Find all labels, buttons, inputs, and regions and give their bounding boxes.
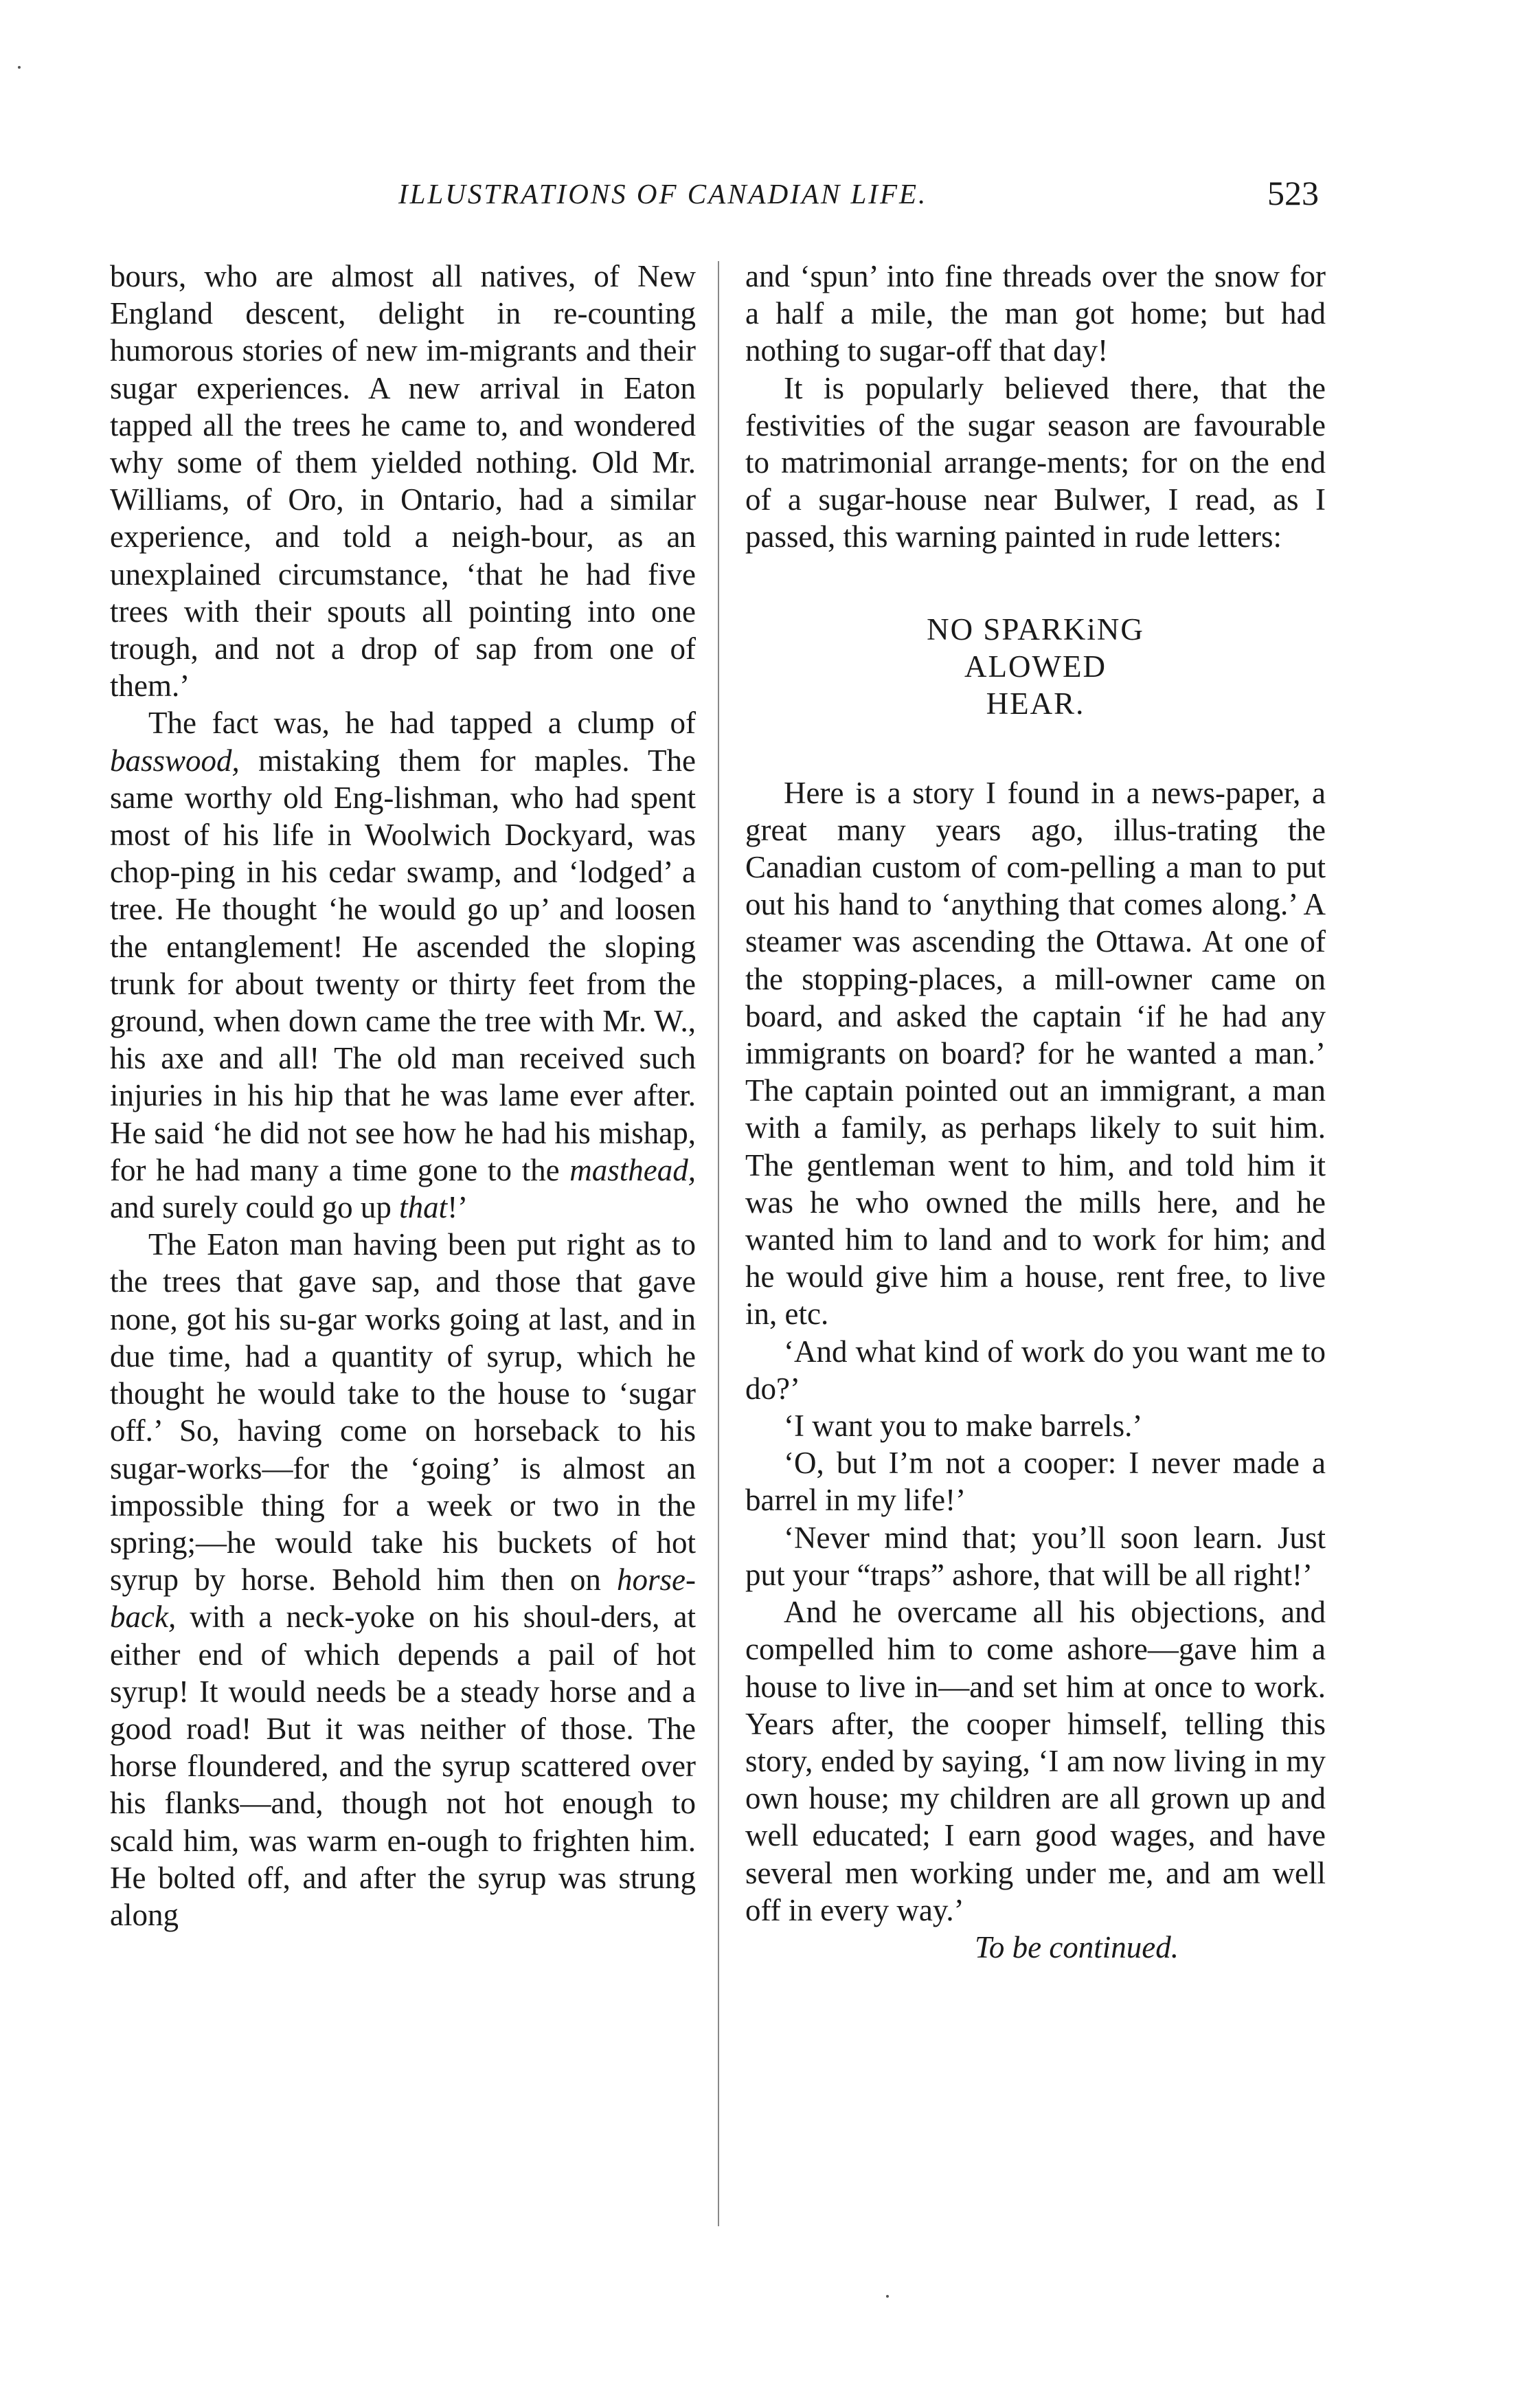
masthead-italic: masthead, xyxy=(569,1152,696,1187)
right-paragraph-4: ‘And what kind of work do you want me to do?’ xyxy=(745,1334,1326,1406)
notice-line-3: HEAR. xyxy=(986,686,1085,721)
right-paragraph-2: It is popularly believed there, that the festivities of the sugar season are favourable to matrimonial arrange-ments; for on the end of a sugar-house near Bulwer, I read, as I passed, this warning painted in rude letters: xyxy=(745,370,1326,554)
notice-line-1: NO SPARKiNG xyxy=(927,612,1144,647)
right-paragraph-3: Here is a story I found in a news-paper, a great many years ago, illus-trating the Canadian custom of com-pelling a man to put out his hand to ‘anything that comes along.’ A steamer was ascending the Ottawa. At one of the stopping-places, a mill-owner came on board, and asked the captain ‘if he had any immigrants on board? for he wanted a man.’ The captain pointed out an immigrant, a man with a family, as perhaps likely to suit him. The gentleman went to him, and told him it was he who owned the mills here, and he wanted him to land and to work for him; and he would give him a house, rent free, to live in, etc. xyxy=(745,775,1326,1332)
notice-line-2: ALOWED xyxy=(964,649,1107,684)
right-paragraph-7: ‘Never mind that; you’ll soon learn. Just put your “traps” ashore, that will be all right!’ xyxy=(745,1520,1326,1592)
running-title: ILLUSTRATIONS OF CANADIAN LIFE. xyxy=(398,178,928,210)
page-number: 523 xyxy=(1267,174,1319,212)
right-paragraph-5: ‘I want you to make barrels.’ xyxy=(784,1409,1143,1444)
to-be-continued: To be continued. xyxy=(974,1929,1179,1964)
running-header xyxy=(110,174,1319,225)
right-paragraph-6: ‘O, but I’m not a cooper: I never made a barrel in my life!’ xyxy=(745,1446,1326,1518)
left-paragraph-1: bours, who are almost all natives, of New England descent, delight in re-counting humorous stories of new im-migrants and their sugar experiences. A new arrival in Eaton tapped all the trees he came to, and wondered why some of them yielded nothing. Old Mr. Williams, of Oro, in Ontario, had a similar experience, and told a neigh-bour, as an unexplained circumstance, ‘that he had five trees with their spouts all pointing into one trough, and not a drop of sap from one of them.’ xyxy=(110,259,696,704)
left-column xyxy=(110,258,696,1934)
column-divider xyxy=(718,261,719,2226)
scan-speck xyxy=(18,66,21,69)
right-paragraph-1: and ‘spun’ into fine threads over the snow for a half a mile, the man got home; but had nothing to sugar-off that day! xyxy=(745,259,1326,368)
painted-notice xyxy=(745,611,1326,722)
horseback-italic: horse-back, xyxy=(110,1562,696,1635)
scan-speck xyxy=(886,2295,889,2298)
that-italic: that xyxy=(399,1190,448,1225)
right-column xyxy=(745,258,1326,1966)
right-paragraph-8: And he overcame all his objections, and compelled him to come ashore—gave him a house to live in—and set him at once to work. Years after, the cooper himself, telling this story, ended by saying, ‘I am now living in my own house; my children are all grown up and well educated; I earn good wages, and have several men working under me, and am well off in every way.’ xyxy=(745,1595,1326,1927)
basswood-italic: basswood, xyxy=(110,743,240,778)
left-paragraph-3: The Eaton man having been put right as to the trees that gave sap, and those that gave none, got his su-gar works going at last, and in due time, had a quantity of syrup, which he thought he would take to the house to ‘sugar off.’ So, having come on horseback to his sugar-works—for the ‘going’ is almost an impossible thing for a week or two in the spring;—he would take his buckets of hot syrup by horse. Behold him then on horse-back, with a neck-yoke on his shoul-ders, at either end of which depends a pail of hot syrup! It would needs be a steady horse and a good road! But it was neither of those. The horse floundered, and the syrup scattered over his flanks—and, though not hot enough to scald him, was warm en-ough to frighten him. He bolted off, and after the syrup was strung along xyxy=(110,1227,696,1932)
left-paragraph-2: The fact was, he had tapped a clump of basswood, mistaking them for maples. The same worthy old Eng-lishman, who had spent most of his life in Woolwich Dockyard, was chop-ping in his cedar swamp, and ‘lodged’ a tree. He thought ‘he would go up’ and loosen the entanglement! He ascended the sloping trunk for about twenty or thirty feet from the ground, when down came the tree with Mr. W., his axe and all! The old man received such injuries in his hip that he was lame ever after. He said ‘he did not see how he had his mishap, for he had many a time gone to the masthead, and surely could go up that!’ xyxy=(110,706,696,1225)
